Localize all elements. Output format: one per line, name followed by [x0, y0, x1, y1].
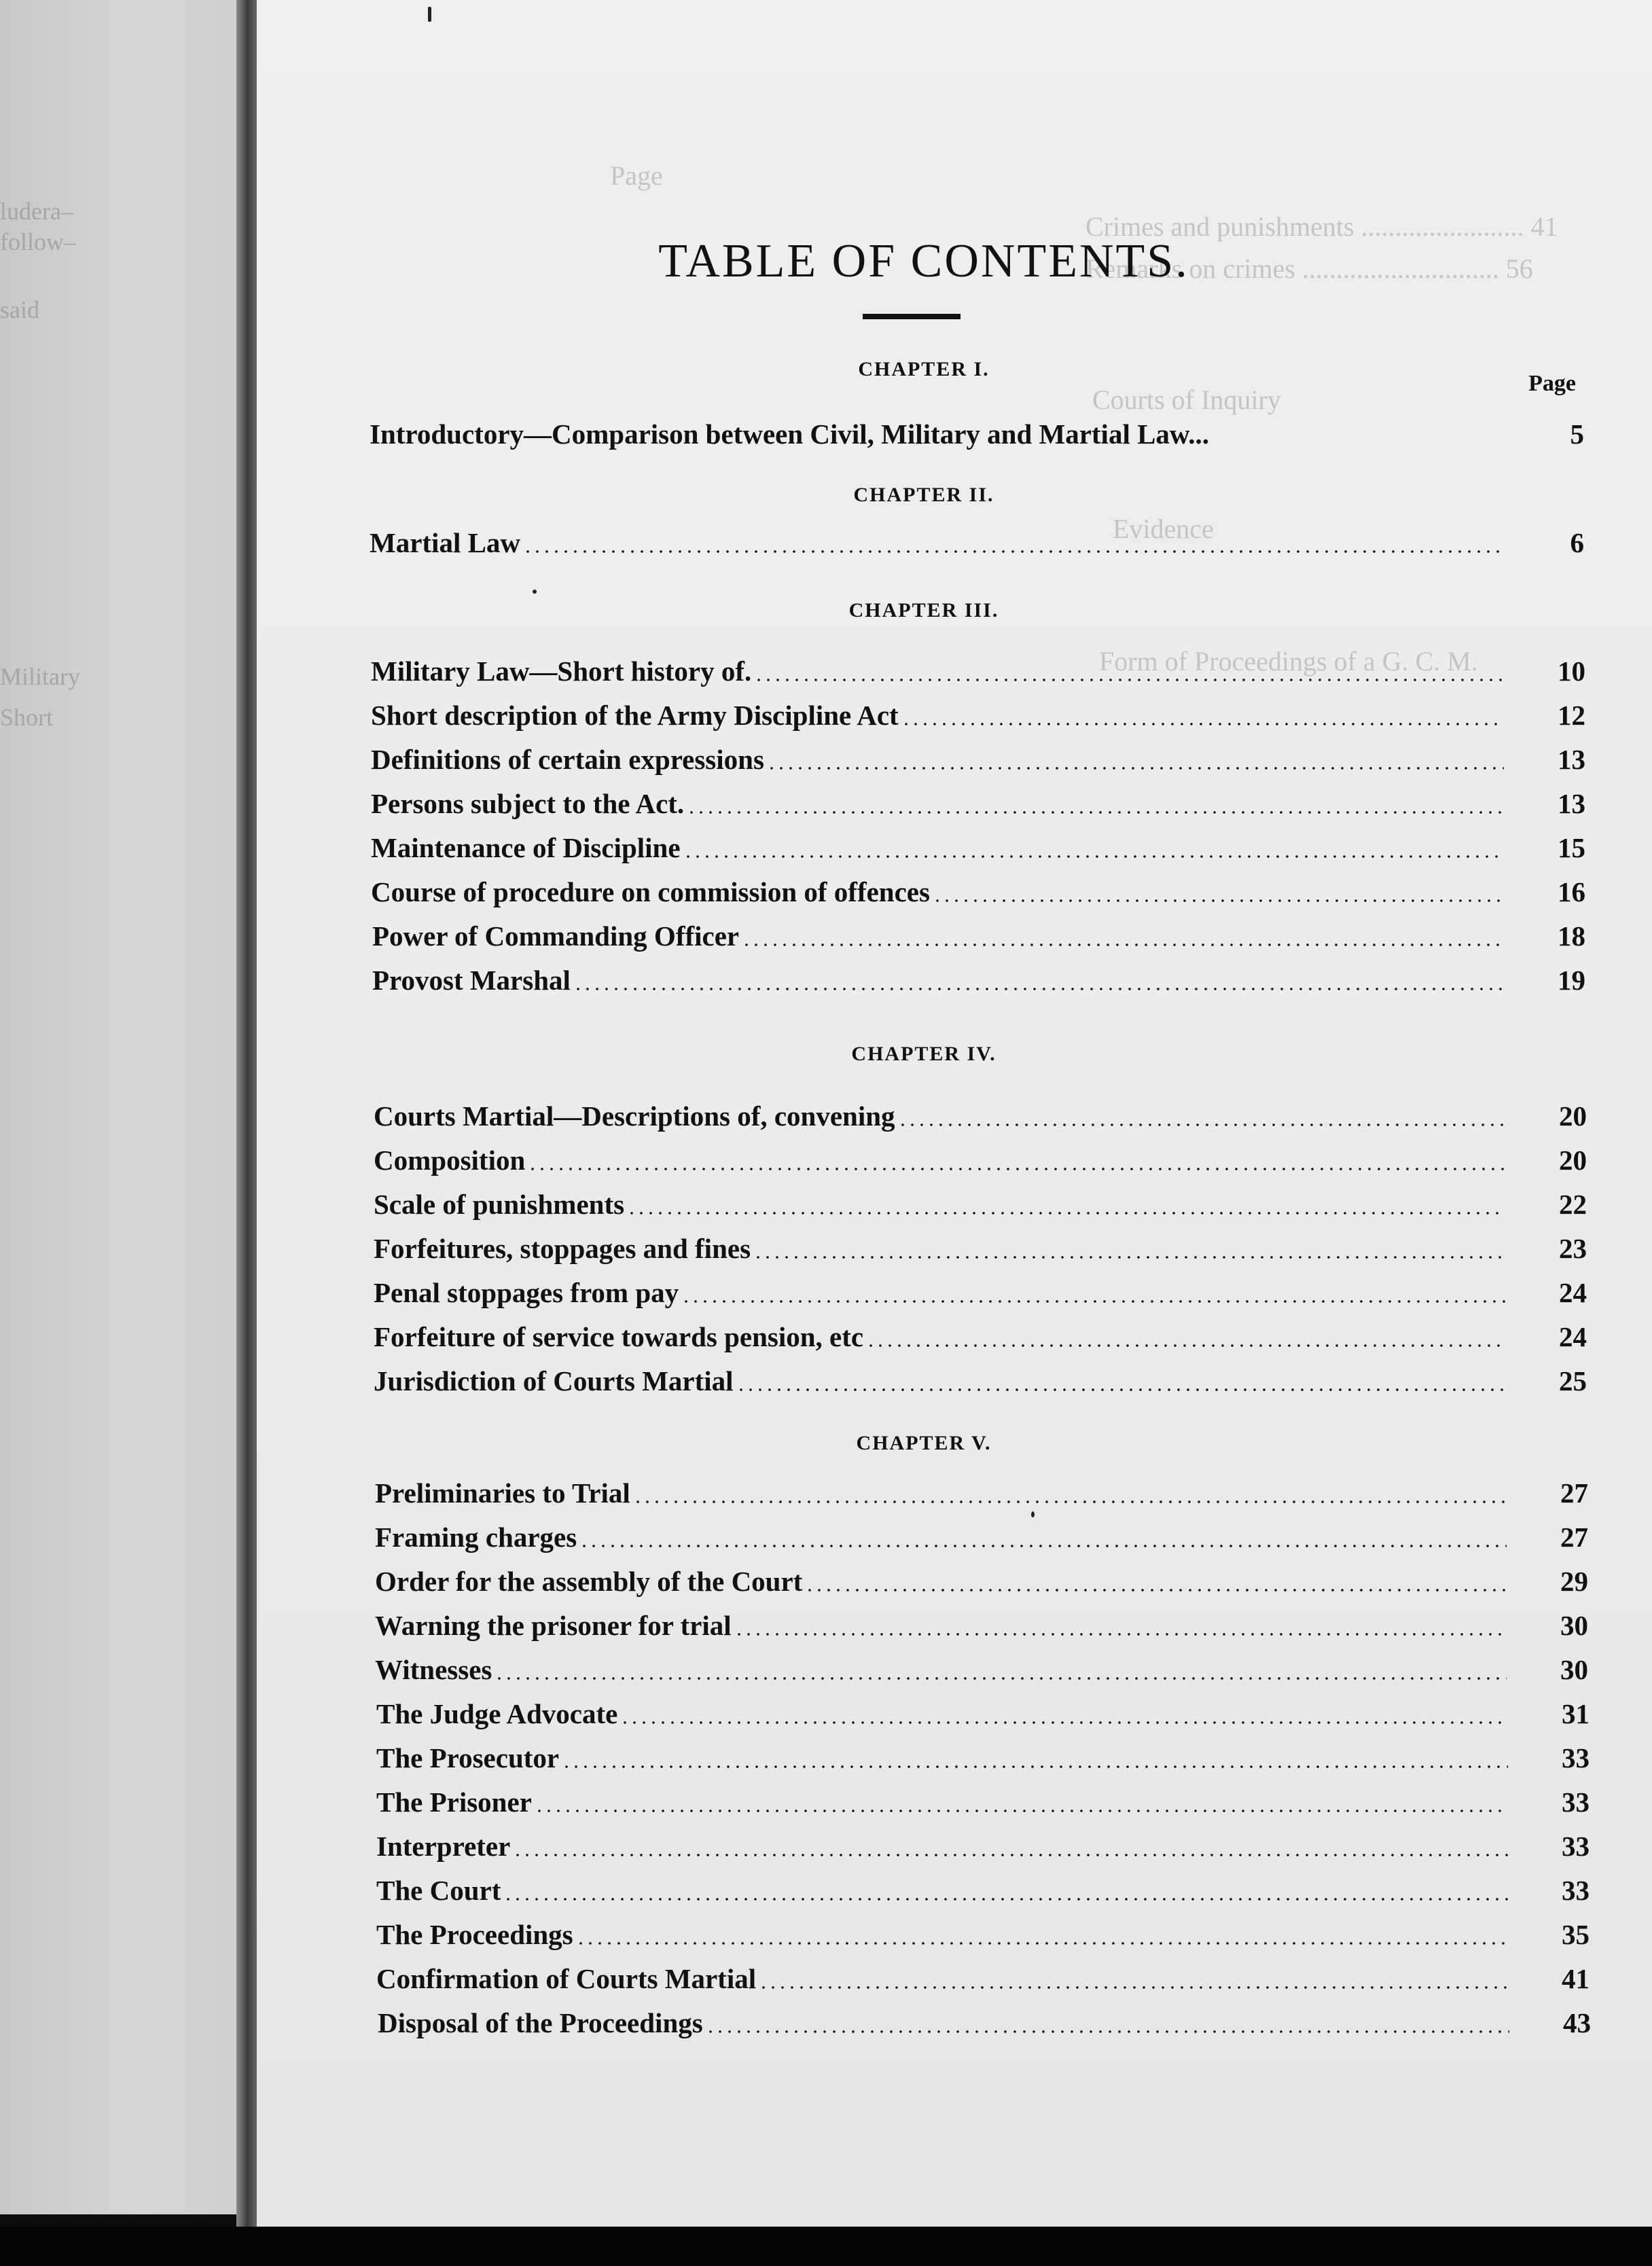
dot-leader — [901, 722, 1504, 726]
toc-entry-title: Framing charges — [375, 1522, 577, 1553]
dot-leader — [753, 1255, 1505, 1259]
toc-entry-title: Preliminaries to Trial — [375, 1477, 630, 1509]
dot-leader — [633, 1500, 1507, 1504]
toc-entry-title: Penal stoppages from pay — [374, 1277, 679, 1308]
toc-entry-page: 13 — [1558, 744, 1585, 775]
toc-entry-title: Definitions of certain expressions — [371, 744, 764, 775]
toc-entry-page: 33 — [1562, 1875, 1590, 1906]
toc-entry — [374, 1094, 1587, 1130]
dot-leader — [513, 1853, 1508, 1857]
toc-entry-page: 30 — [1560, 1610, 1588, 1641]
toc-entry-page: 6 — [1570, 527, 1584, 558]
dot-leader — [579, 1544, 1507, 1548]
show-through-text: Crimes and punishments ........................ 41 — [1085, 211, 1558, 242]
toc-entry — [372, 914, 1585, 950]
toc-entry-page: 33 — [1562, 1742, 1590, 1774]
dot-leader — [503, 1897, 1508, 1901]
toc-entry — [376, 1736, 1590, 1772]
toc-entry-page: 10 — [1558, 655, 1585, 687]
toc-entry-title: Confirmation of Courts Martial — [376, 1963, 757, 1994]
page-title: TABLE OF CONTENTS. — [658, 235, 1189, 287]
toc-entry-title: Persons subject to the Act. — [371, 788, 685, 819]
chapter-heading: CHAPTER IV. — [851, 1043, 996, 1065]
chapter-heading: CHAPTER III. — [848, 599, 999, 622]
dot-leader — [528, 1167, 1505, 1171]
toc-entry-title: Course of procedure on commission of offences — [371, 876, 930, 907]
toc-entry — [370, 520, 1584, 557]
toc-entry — [376, 1780, 1590, 1816]
dot-leader — [754, 678, 1504, 682]
show-through-text: Form of Proceedings of a G. C. M. — [1099, 646, 1478, 677]
toc-entry — [376, 1912, 1590, 1949]
toc-entry-title: The Court — [376, 1875, 501, 1906]
toc-entry — [375, 1559, 1588, 1596]
toc-entry-page: 15 — [1558, 832, 1585, 863]
toc-entry — [370, 412, 1584, 448]
show-through-text: Page — [610, 160, 663, 191]
dot-leader — [495, 1676, 1507, 1680]
toc-entry-page: 23 — [1559, 1233, 1587, 1264]
toc-entry-page: 33 — [1562, 1831, 1590, 1862]
page-column-label: Page — [1528, 371, 1576, 396]
toc-entry — [374, 1226, 1587, 1263]
toc-entry — [374, 1138, 1587, 1174]
toc-entry-title: Scale of punishments — [374, 1189, 625, 1220]
toc-entry-page: 24 — [1559, 1321, 1587, 1352]
toc-entry-title: Order for the assembly of the Court — [375, 1566, 803, 1597]
toc-entry-page: 33 — [1562, 1786, 1590, 1818]
dot-leader — [627, 1211, 1505, 1215]
toc-entry-page: 22 — [1559, 1189, 1587, 1220]
dot-leader — [706, 2030, 1509, 2034]
toc-entry-title: Composition — [374, 1145, 526, 1176]
toc-entry — [376, 1868, 1590, 1905]
toc-entry — [375, 1471, 1588, 1507]
facing-page-bleed: Military — [0, 663, 80, 690]
facing-page — [0, 0, 236, 2214]
toc-entry-page: 27 — [1560, 1477, 1588, 1509]
dot-leader — [576, 1941, 1508, 1945]
toc-entry-title: Martial Law — [370, 527, 521, 558]
toc-entry-title: Warning the prisoner for trial — [375, 1610, 732, 1641]
toc-entry-title: Provost Marshal — [372, 965, 571, 996]
toc-entry — [371, 649, 1585, 685]
chapter-heading: CHAPTER I. — [858, 358, 990, 380]
toc-entry-page: 27 — [1560, 1522, 1588, 1553]
toc-entry-title: Witnesses — [375, 1654, 492, 1685]
book-gutter — [236, 0, 257, 2227]
facing-page-bleed: said — [0, 296, 39, 323]
scan-border — [0, 2227, 1652, 2266]
toc-entry-page: 18 — [1558, 920, 1585, 952]
dot-leader — [573, 987, 1504, 991]
toc-entry-page: 30 — [1560, 1654, 1588, 1685]
dot-leader — [687, 810, 1504, 814]
show-through-text: Courts of Inquiry — [1092, 384, 1281, 415]
toc-entry-page: 16 — [1558, 876, 1585, 907]
toc-entry — [376, 1956, 1590, 1993]
facing-page-bleed: follow– — [0, 228, 76, 255]
toc-entry — [371, 737, 1585, 774]
toc-entry-title: Forfeitures, stoppages and fines — [374, 1233, 751, 1264]
dot-leader — [767, 766, 1504, 770]
toc-entry — [374, 1182, 1587, 1219]
toc-entry-title: The Judge Advocate — [376, 1698, 618, 1729]
toc-entry-title: Power of Commanding Officer — [372, 920, 740, 952]
print-speck — [1031, 1511, 1035, 1517]
dot-leader — [898, 1123, 1505, 1127]
toc-entry-title: Military Law—Short history of. — [371, 655, 752, 687]
toc-entry — [374, 1270, 1587, 1307]
print-speck — [428, 7, 431, 22]
contents-page — [257, 0, 1652, 2227]
dot-leader — [866, 1344, 1505, 1348]
toc-entry-page: 29 — [1560, 1566, 1588, 1597]
toc-entry-page: 24 — [1559, 1277, 1587, 1308]
dot-leader — [683, 855, 1504, 859]
chapter-heading: CHAPTER V. — [856, 1432, 992, 1454]
toc-entry-page: 35 — [1562, 1919, 1590, 1950]
toc-entry — [371, 869, 1585, 906]
toc-entry-title: Courts Martial—Descriptions of, convening — [374, 1100, 895, 1132]
toc-entry — [374, 1314, 1587, 1351]
dot-leader — [523, 550, 1503, 554]
toc-entry-page: 5 — [1570, 418, 1584, 450]
chapter-heading: CHAPTER II. — [853, 484, 994, 506]
toc-entry-page: 31 — [1562, 1698, 1590, 1729]
dot-leader — [805, 1588, 1507, 1592]
facing-page-bleed: Short — [0, 704, 54, 731]
toc-entry — [375, 1647, 1588, 1684]
dot-leader — [620, 1721, 1508, 1725]
dot-leader — [562, 1765, 1508, 1769]
toc-entry-page: 20 — [1559, 1100, 1587, 1132]
dot-leader — [933, 899, 1504, 903]
toc-entry-title: The Prosecutor — [376, 1742, 560, 1774]
title-rule — [863, 314, 960, 319]
toc-entry-title: The Proceedings — [376, 1919, 573, 1950]
toc-entry — [374, 1359, 1587, 1395]
toc-entry — [371, 825, 1585, 862]
toc-entry-page: 25 — [1559, 1365, 1587, 1397]
toc-entry-title: Introductory—Comparison between Civil, Military and Martial Law... — [370, 418, 1210, 450]
show-through-text: Remarks on crimes ............................. 56 — [1085, 253, 1533, 284]
dot-leader — [734, 1632, 1507, 1636]
toc-entry — [376, 1691, 1590, 1728]
dot-leader — [759, 1985, 1508, 1990]
toc-entry — [378, 2000, 1591, 2037]
toc-entry-title: Disposal of the Proceedings — [378, 2007, 703, 2038]
toc-entry — [372, 958, 1585, 994]
facing-page-bleed: ludera– — [0, 198, 73, 225]
toc-entry-title: Maintenance of Discipline — [371, 832, 681, 863]
toc-entry-title: Jurisdiction of Courts Martial — [374, 1365, 734, 1397]
dot-leader — [681, 1299, 1505, 1303]
toc-entry — [371, 781, 1585, 818]
toc-entry-page: 41 — [1562, 1963, 1590, 1994]
dot-leader — [736, 1388, 1505, 1392]
toc-entry-title: Forfeiture of service towards pension, etc — [374, 1321, 864, 1352]
dot-leader — [742, 943, 1504, 947]
toc-entry — [375, 1515, 1588, 1551]
toc-entry-page: 19 — [1558, 965, 1585, 996]
toc-entry-page: 13 — [1558, 788, 1585, 819]
toc-entry-title: Short description of the Army Discipline Act — [371, 700, 899, 731]
toc-entry — [371, 693, 1585, 730]
toc-entry-page: 12 — [1558, 700, 1585, 731]
toc-entry — [376, 1824, 1590, 1860]
show-through-text: Evidence — [1113, 514, 1214, 544]
dot-leader — [535, 1809, 1508, 1813]
toc-entry-page: 20 — [1559, 1145, 1587, 1176]
toc-entry-page: 43 — [1563, 2007, 1591, 2038]
print-speck — [533, 590, 537, 594]
toc-entry-title: Interpreter — [376, 1831, 511, 1862]
toc-entry — [375, 1603, 1588, 1640]
toc-entry-title: The Prisoner — [376, 1786, 532, 1818]
